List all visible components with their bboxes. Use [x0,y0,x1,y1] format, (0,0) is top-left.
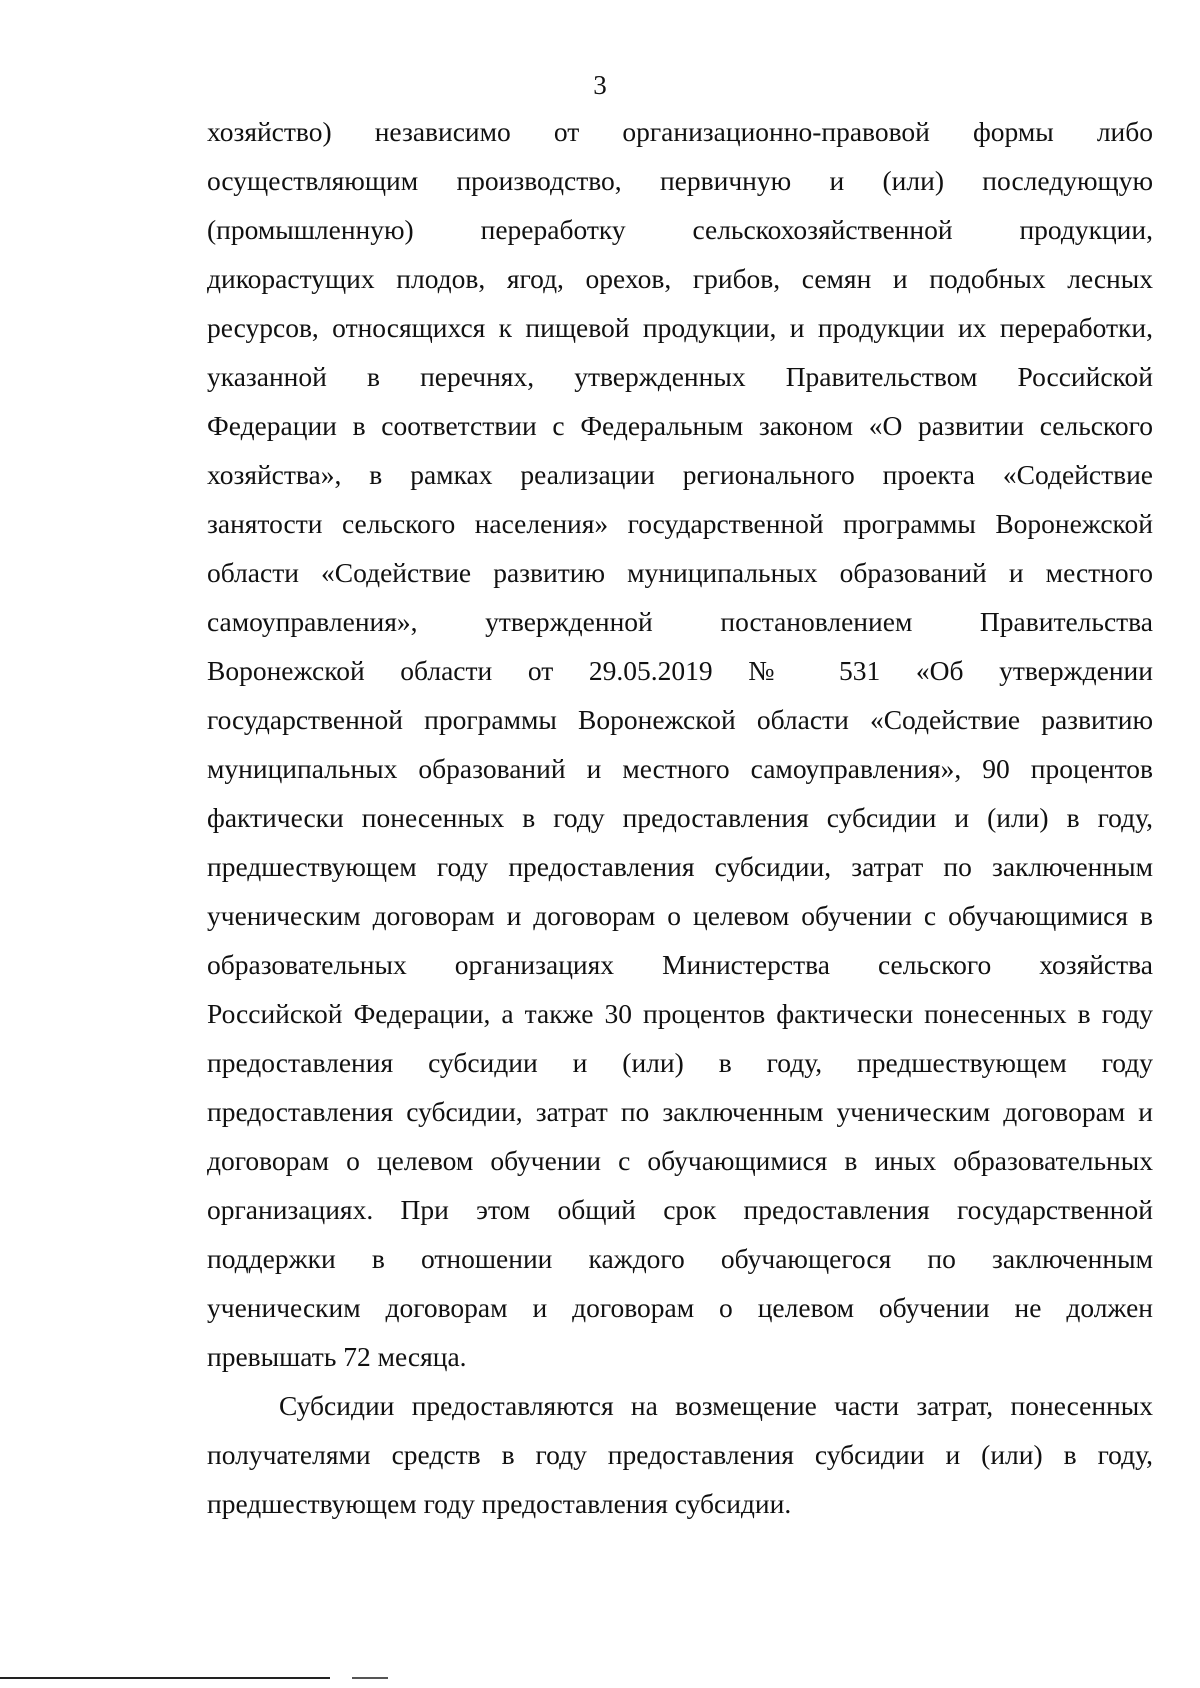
paragraph-line: Российской Федерации, а также 30 процентов фактически понесенных в году [207,998,1153,1029]
paragraph-2 [207,1381,1153,1528]
paragraph-line: получателями средств в году предоставления субсидии и (или) в году, [207,1439,1153,1470]
paragraph-line: фактически понесенных в году предоставления субсидии и (или) в году, [207,802,1153,833]
paragraph-line: занятости сельского населения» государственной программы Воронежской [207,508,1153,539]
paragraph-line: предшествующем году предоставления субсидии, затрат по заключенным [207,851,1153,882]
paragraph-line: самоуправления», утвержденной постановлением Правительства [207,606,1153,637]
footer-rule-fragment [352,1677,388,1679]
paragraph-line: государственной программы Воронежской области «Содействие развитию [207,704,1153,735]
paragraph-line: предоставления субсидии и (или) в году, предшествующем году [207,1047,1153,1078]
paragraph-line: Субсидии предоставляются на возмещение части затрат, понесенных [279,1390,1153,1421]
footer-rule [0,1677,330,1679]
paragraph-line: Федерации в соответствии с Федеральным законом «О развитии сельского [207,410,1153,441]
paragraph-line: указанной в перечнях, утвержденных Правительством Российской [207,361,1153,392]
paragraph-1 [207,107,1153,1381]
paragraph-line: предоставления субсидии, затрат по заключенным ученическим договорам и [207,1096,1153,1127]
paragraph-line: (промышленную) переработку сельскохозяйственной продукции, [207,214,1153,245]
paragraph-line: осуществляющим производство, первичную и (или) последующую [207,165,1153,196]
paragraph-line: хозяйство) независимо от организационно-правовой формы либо [207,116,1153,147]
paragraph-line: ресурсов, относящихся к пищевой продукции, и продукции их переработки, [207,312,1153,343]
paragraph-line: поддержки в отношении каждого обучающегося по заключенным [207,1243,1153,1274]
paragraph-line: области «Содействие развитию муниципальных образований и местного [207,557,1153,588]
paragraph-line: Воронежской области от 29.05.2019 № 531 «Об утверждении [207,655,1153,686]
paragraph-line: ученическим договорам и договорам о целевом обучении не должен [207,1292,1153,1323]
page-number: 3 [593,70,607,100]
paragraph-line: дикорастущих плодов, ягод, орехов, грибов, семян и подобных лесных [207,263,1153,294]
paragraph-line: хозяйства», в рамках реализации регионального проекта «Содействие [207,459,1153,490]
paragraph-line: предшествующем году предоставления субсидии. [207,1488,792,1519]
paragraph-line: муниципальных образований и местного самоуправления», 90 процентов [207,753,1153,784]
paragraph-line: договорам о целевом обучении с обучающимися в иных образовательных [207,1145,1153,1176]
paragraph-line: ученическим договорам и договорам о целевом обучении с обучающимися в [207,900,1153,931]
paragraph-line: образовательных организациях Министерства сельского хозяйства [207,949,1153,980]
paragraph-line: организациях. При этом общий срок предоставления государственной [207,1194,1153,1225]
paragraph-line: превышать 72 месяца. [207,1341,467,1372]
